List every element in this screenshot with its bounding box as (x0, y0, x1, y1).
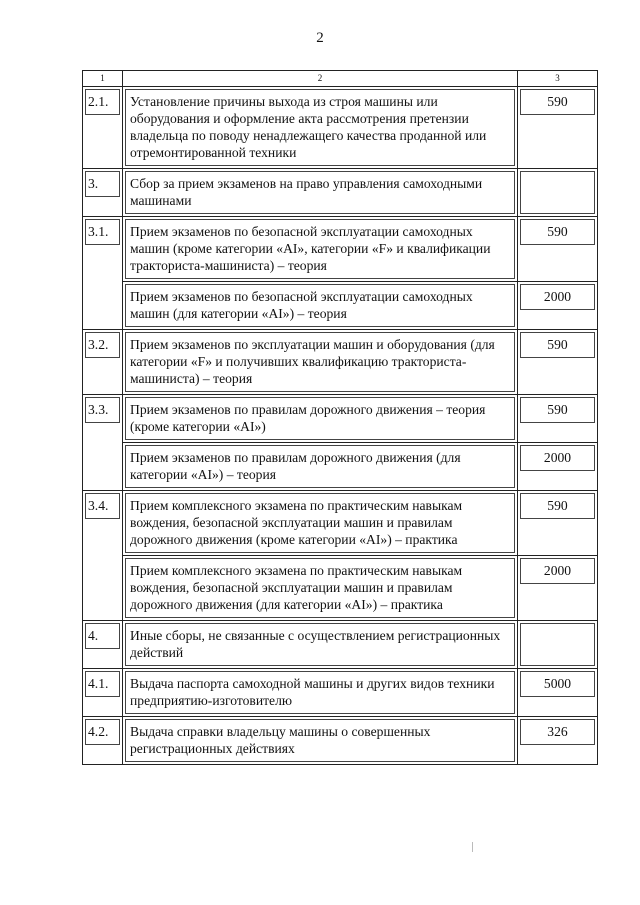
table-header-row (83, 71, 598, 87)
row-number: 4. (85, 623, 120, 649)
row-price: 590 (520, 219, 595, 245)
row-description: Прием комплексного экзамена по практическим навыкам вождения, безопасной эксплуатации машин и правилам дорожного движения (кроме категории «AI») – практика (125, 493, 515, 553)
page-number: 2 (316, 30, 324, 46)
table-row (83, 395, 598, 443)
row-description: Сбор за прием экзаменов на право управления самоходными машинами (125, 171, 515, 214)
row-price: 590 (520, 89, 595, 115)
fee-table (82, 70, 598, 765)
row-description: Прием комплексного экзамена по практическим навыкам вождения, безопасной эксплуатации машин и правилам дорожного движения (для категории «AI») – практика (125, 558, 515, 618)
table-row (83, 282, 598, 330)
row-description: Прием экзаменов по правилам дорожного движения – теория (кроме категории «AI») (125, 397, 515, 440)
scan-artifact (472, 842, 473, 852)
row-price: 2000 (520, 284, 595, 310)
row-description: Выдача паспорта самоходной машины и других видов техники предприятию-изготовителю (125, 671, 515, 714)
row-number: 3.1. (85, 219, 120, 245)
table-row (83, 330, 598, 395)
table-row (83, 169, 598, 217)
table-row (83, 87, 598, 169)
table-row (83, 669, 598, 717)
row-price: 590 (520, 397, 595, 423)
row-description: Прием экзаменов по безопасной эксплуатации самоходных машин (кроме категории «AI», категории «F» и квалификации тракториста-машиниста) – теория (125, 219, 515, 279)
row-price: 590 (520, 493, 595, 519)
row-number: 4.1. (85, 671, 120, 697)
header-col-1: 1 (83, 71, 123, 87)
row-price (520, 623, 595, 666)
table-row (83, 443, 598, 491)
table-row (83, 217, 598, 282)
row-number: 2.1. (85, 89, 120, 115)
row-description: Выдача справки владельцу машины о совершенных регистрационных действиях (125, 719, 515, 762)
row-price: 2000 (520, 445, 595, 471)
row-price (520, 171, 595, 214)
row-description: Прием экзаменов по эксплуатации машин и оборудования (для категории «F» и получивших квалификацию тракториста-машиниста) – теория (125, 332, 515, 392)
row-description: Прием экзаменов по правилам дорожного движения (для категории «AI») – теория (125, 445, 515, 488)
row-price: 590 (520, 332, 595, 358)
header-col-3: 3 (518, 71, 598, 87)
row-description: Иные сборы, не связанные с осуществлением регистрационных действий (125, 623, 515, 666)
table-row (83, 556, 598, 621)
row-description: Прием экзаменов по безопасной эксплуатации самоходных машин (для категории «AI») – теория (125, 284, 515, 327)
table-row (83, 491, 598, 556)
header-col-2: 2 (123, 71, 518, 87)
row-number: 3.2. (85, 332, 120, 358)
table-row (83, 717, 598, 765)
row-number: 3.4. (85, 493, 120, 519)
row-number: 3.3. (85, 397, 120, 423)
row-price: 2000 (520, 558, 595, 584)
table-row (83, 621, 598, 669)
row-price: 5000 (520, 671, 595, 697)
row-number: 3. (85, 171, 120, 197)
row-price: 326 (520, 719, 595, 745)
row-description: Установление причины выхода из строя машины или оборудования и оформление акта рассмотрения претензии владельца по поводу ненадлежащего качества проданной или отремонтированной техники (125, 89, 515, 166)
row-number: 4.2. (85, 719, 120, 745)
